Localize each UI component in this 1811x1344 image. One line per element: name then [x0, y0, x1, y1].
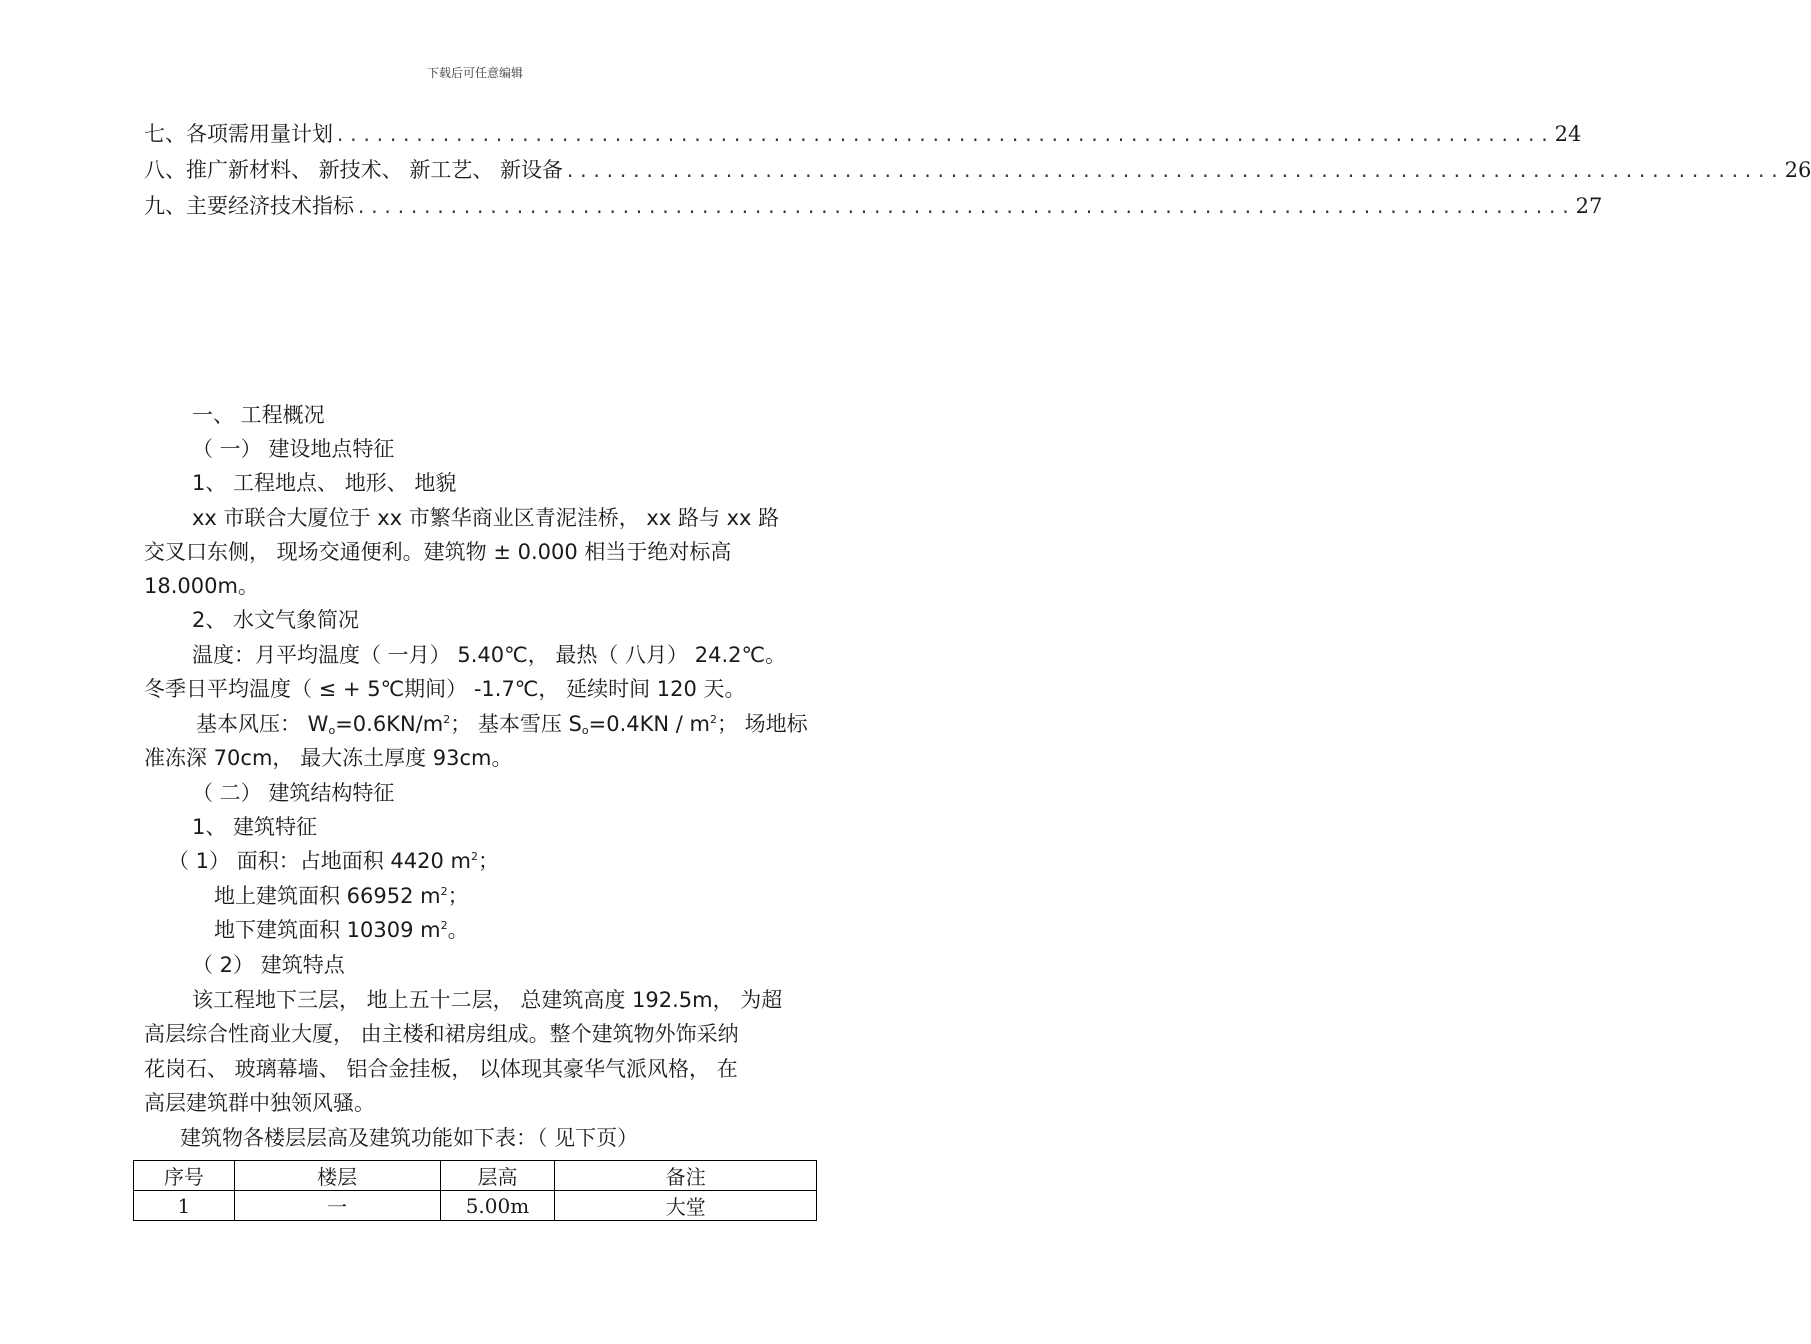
table-cell: 一	[234, 1191, 440, 1221]
paragraph-line: 高层综合性商业大厦， 由主楼和裙房组成。整个建筑物外饰采纳	[144, 1022, 739, 1046]
toc-item-title: 主要经济技术指标	[186, 194, 354, 218]
superscript: 2	[470, 850, 478, 863]
paragraph-line: 18.000m。	[144, 574, 259, 598]
area-line	[214, 881, 469, 911]
area-text: 地上建筑面积 66952 m	[214, 884, 441, 908]
paragraph-line: 建筑物各楼层层高及建筑功能如下表：（ 见下页）	[180, 1126, 639, 1150]
toc-item[interactable]	[144, 190, 1603, 226]
wind-pressure-value: =0.6KN/m	[335, 712, 444, 736]
column-header: 备注	[555, 1161, 817, 1191]
wind-pressure-text: 基本风压： W	[196, 712, 329, 736]
subsection-heading: 1、 工程地点、 地形、 地貌	[192, 471, 457, 495]
subscript: o	[581, 724, 589, 737]
toc-leader-dots: ............................................................................................	[565, 162, 1783, 182]
column-header: 楼层	[234, 1161, 440, 1191]
table-cell: 大堂	[555, 1191, 817, 1221]
area-end: 。	[447, 918, 469, 942]
toc-leader-dots: ............................................................................................	[356, 198, 1574, 218]
toc-item-page: 26	[1784, 158, 1811, 182]
table-of-contents	[144, 118, 1811, 226]
subsection-heading: （ 二） 建筑结构特征	[192, 781, 395, 805]
column-header: 层高	[440, 1161, 555, 1191]
toc-item-number: 七、	[144, 122, 186, 146]
subsection-heading: （ 一） 建设地点特征	[192, 437, 395, 461]
paragraph-line: xx 市联合大厦位于 xx 市繁华商业区青泥洼桥， xx 路与 xx 路	[192, 506, 780, 530]
paragraph-line: 准冻深 70cm， 最大冻土厚度 93cm。	[144, 746, 513, 770]
superscript: 2	[443, 713, 451, 726]
toc-item[interactable]	[144, 154, 1811, 190]
paragraph-line: 高层建筑群中独领风骚。	[144, 1091, 375, 1115]
area-line	[168, 846, 499, 876]
table-header-row	[134, 1161, 817, 1191]
area-text: 地下建筑面积 10309 m	[214, 918, 441, 942]
toc-item-page: 24	[1554, 122, 1582, 146]
toc-item-number: 八、	[144, 158, 186, 182]
paragraph-line	[196, 709, 808, 739]
toc-leader-dots: ............................................................................................	[335, 126, 1553, 146]
page-header: 下载后可任意编辑	[426, 66, 523, 80]
area-text: （ 1） 面积：占地面积 4420 m	[168, 849, 471, 873]
superscript: 2	[440, 885, 448, 898]
snow-pressure-value: =0.4KN / m	[588, 712, 710, 736]
paragraph-line: 温度：月平均温度（ 一月） 5.40℃， 最热（ 八月） 24.2℃。	[192, 643, 787, 667]
superscript: 2	[440, 919, 448, 932]
subsection-heading: （ 2） 建筑特点	[192, 953, 345, 977]
frost-text: ； 场地标	[716, 712, 808, 736]
toc-item-title: 推广新材料、 新技术、 新工艺、 新设备	[186, 158, 564, 182]
column-header: 序号	[134, 1161, 235, 1191]
area-end: ；	[477, 849, 499, 873]
area-line	[214, 915, 469, 945]
toc-item-number: 九、	[144, 194, 186, 218]
paragraph-line: 交叉口东侧， 现场交通便利。建筑物 ± 0.000 相当于绝对标高	[144, 540, 732, 564]
table-cell: 1	[134, 1191, 235, 1221]
toc-item[interactable]	[144, 118, 1582, 154]
toc-item-title: 各项需用量计划	[186, 122, 333, 146]
paragraph-line: 该工程地下三层， 地上五十二层， 总建筑高度 192.5m， 为超	[192, 988, 783, 1012]
subsection-heading: 2、 水文气象简况	[192, 608, 360, 632]
paragraph-line: 冬季日平均温度（ ≤ + 5℃期间） -1.7℃， 延续时间 120 天。	[144, 677, 746, 701]
table-cell: 5.00m	[440, 1191, 555, 1221]
superscript: 2	[709, 713, 717, 726]
section-heading: 一、 工程概况	[192, 403, 325, 427]
area-end: ；	[447, 884, 469, 908]
subscript: o	[328, 724, 336, 737]
snow-pressure-text: ； 基本雪压 S	[450, 712, 582, 736]
floor-table	[133, 1160, 817, 1221]
paragraph-line: 花岗石、 玻璃幕墙、 铝合金挂板， 以体现其豪华气派风格， 在	[144, 1057, 738, 1081]
subsection-heading: 1、 建筑特征	[192, 815, 318, 839]
toc-item-page: 27	[1575, 194, 1603, 218]
table-row	[134, 1191, 817, 1221]
